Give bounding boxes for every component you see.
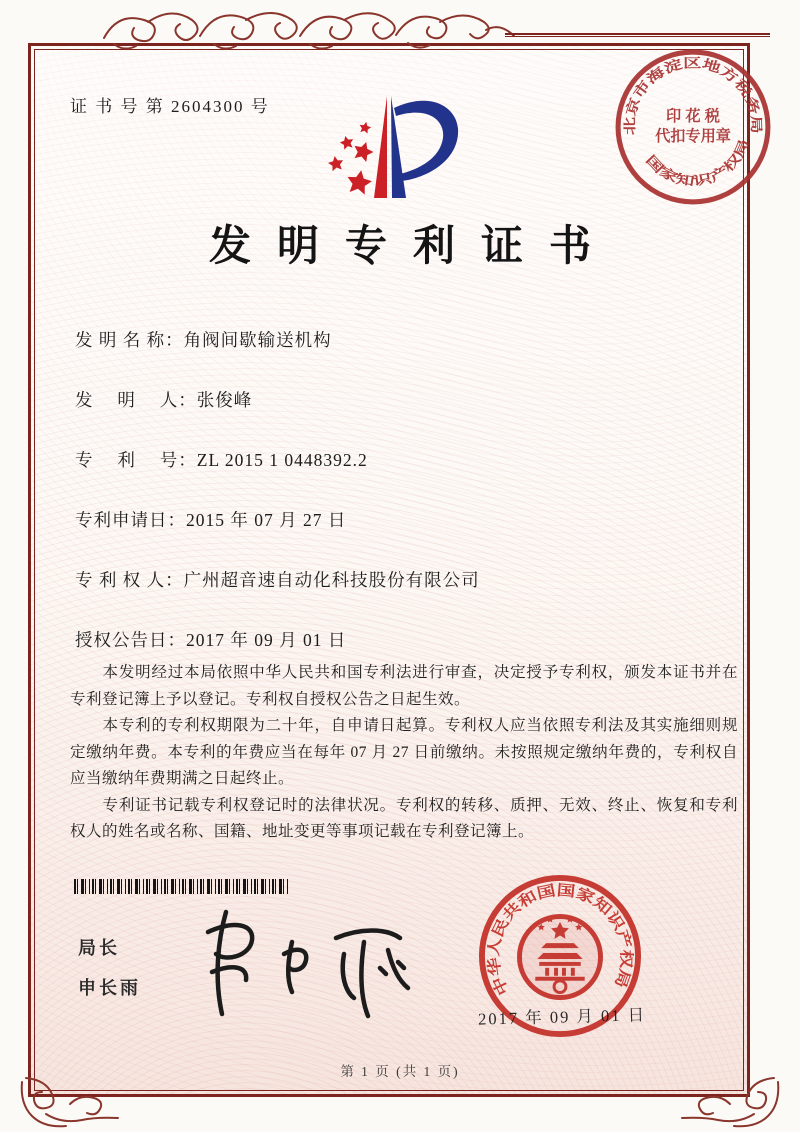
barcode <box>74 879 288 894</box>
tax-stamp-arc-top: 北京市海淀区地方税务局 <box>622 55 764 136</box>
seal-date: 2017 年 09 月 01 日 <box>477 1005 647 1029</box>
field-list <box>75 327 725 687</box>
office-seal-arc-text: 中华人民共和国国家知识产权局 <box>486 882 634 998</box>
field-label: 发 明 名 称： <box>75 330 184 350</box>
tax-stamp-icon <box>612 46 774 208</box>
paragraph-register: 专利证书记载专利权登记时的法律状况。专利权的转移、质押、无效、终止、恢复和专利权人的姓名或名称、国籍、地址变更等事项记载在专利登记簿上。 <box>70 796 738 840</box>
cnipa-logo-icon <box>318 82 486 206</box>
field-value: 2017 年 09 月 01 日 <box>186 630 347 650</box>
field-value: 角阀间歇输送机构 <box>183 330 332 350</box>
page-number: 第 1 页 (共 1 页) <box>340 1064 460 1079</box>
field-value: 张俊峰 <box>196 390 253 410</box>
paragraph-grant: 本发明经过本局依照中华人民共和国专利法进行审查，决定授予专利权，颁发本证书并在专利登记簿上予以登记。专利权自授权公告之日起生效。 <box>70 664 738 708</box>
field-patent-number <box>75 447 725 507</box>
field-label: 专利申请日： <box>75 510 186 530</box>
floral-flourish-icon <box>680 1074 784 1132</box>
legal-text <box>70 660 738 846</box>
field-label: 发 明 人： <box>75 390 197 410</box>
certificate-title: 发明专利证书 <box>208 224 617 270</box>
field-label: 授权公告日： <box>75 630 186 650</box>
field-filing-date <box>75 507 725 567</box>
field-value: ZL 2015 1 0448392.2 <box>196 450 368 470</box>
signer-title: 局长 <box>78 938 120 958</box>
field-patentee <box>75 567 725 627</box>
signature-icon <box>168 898 424 1020</box>
floral-flourish-icon <box>16 1074 120 1132</box>
field-invention-name <box>75 327 725 387</box>
field-label: 专 利 号： <box>75 450 197 470</box>
tax-stamp-arc-bottom: 国家知识产权局 <box>643 142 750 189</box>
field-value: 广州超音速自动化科技股份有限公司 <box>183 570 480 590</box>
certificate-number: 证 书 号 第 2604300 号 <box>70 97 270 116</box>
field-label: 专 利 权 人： <box>75 570 184 590</box>
national-emblem-icon <box>519 916 600 998</box>
field-value: 2015 年 07 月 27 日 <box>186 510 347 530</box>
field-inventor <box>75 387 725 447</box>
tax-stamp-center-line2: 代扣专用章 <box>655 128 731 146</box>
signer-name: 申长雨 <box>78 978 141 998</box>
top-border-rule <box>505 33 770 37</box>
paragraph-term-fees: 本专利的专利权期限为二十年，自申请日起算。专利权人应当依照专利法及其实施细则规定缴纳年费。本专利的年费应当在每年 07 月 27 日前缴纳。未按照规定缴纳年费的，专利权自应当缴纳年费期满之日起终止。 <box>70 717 738 787</box>
tax-stamp-center-line1: 印 花 税 <box>666 107 720 125</box>
floral-flourish-icon <box>96 2 520 56</box>
